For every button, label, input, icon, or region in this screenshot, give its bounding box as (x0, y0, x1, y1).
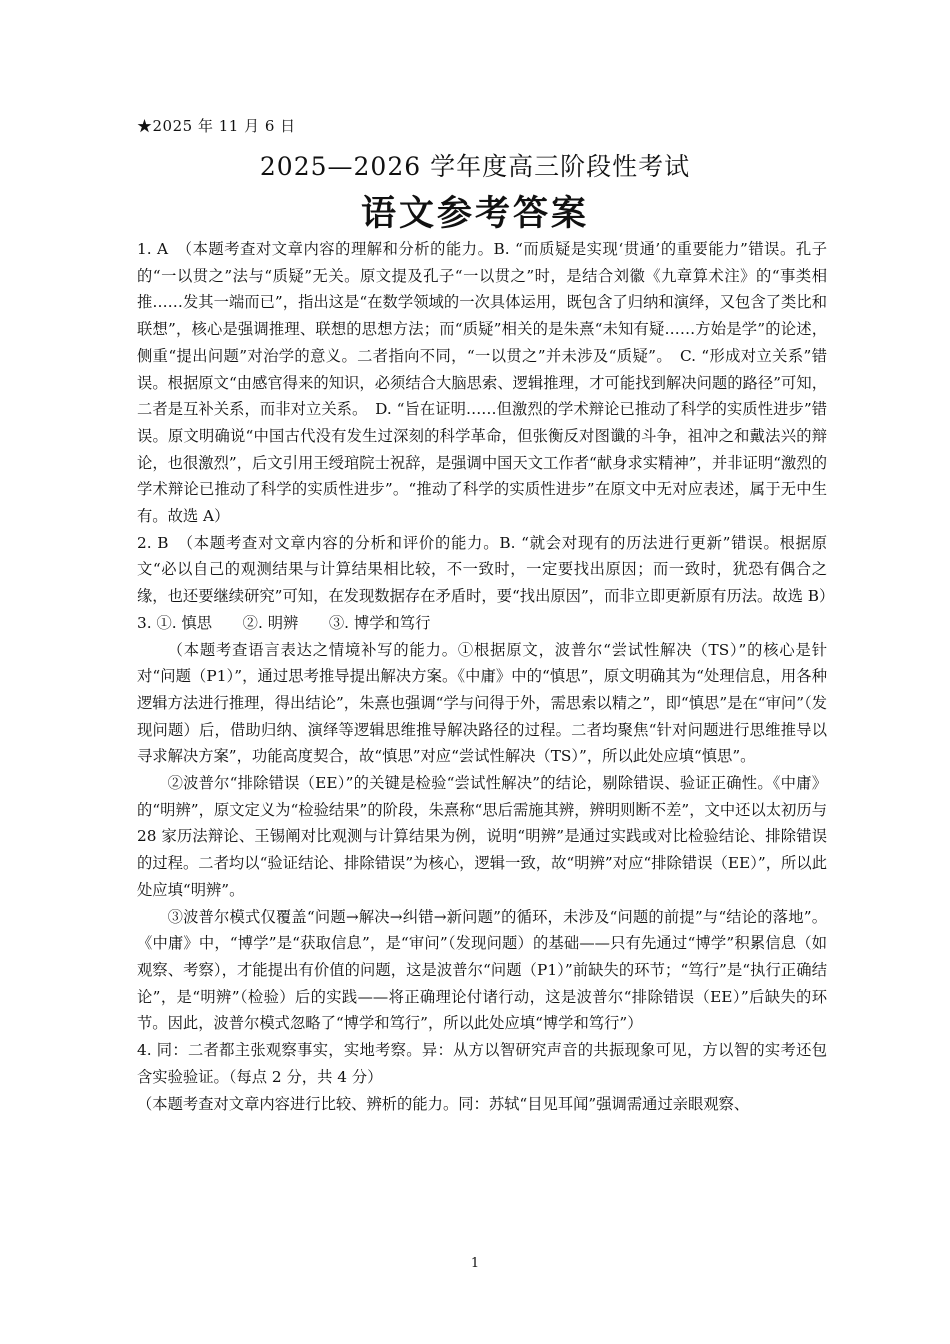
page-number: 1 (470, 1256, 480, 1271)
answer-q3-explanation-3: ③波普尔模式仅覆盖“问题→解决→纠错→新问题”的循环，未涉及“问题的前提”与“结论的落地”。《中庸》中，“博学”是“获取信息”，是“审问”（发现问题）的基础——只有先通过“博学”积累信息（如观察、考察），才能提出有价值的问题，这是波普尔“问题（P1）”前缺失的环节；“笃行”是“执行正确结论”，是“明辨”（检验）后的实践——将正确理论付诸行动，这是波普尔“排除错误（EE）”后缺失的环节。因此，波普尔模式忽略了“博学和笃行”，所以此处应填“博学和笃行”） (137, 907, 827, 1033)
answer-body (137, 236, 835, 1117)
document-title: 语文参考答案 (360, 193, 589, 234)
answer-q2: 2. B （本题考查对文章内容的分析和评价的能力。B. “就会对现有的历法进行更新”错误。根据原文“必以自己的观测结果与计算结果相比较，不一致时，一定要找出原因；而一致时，犹恐有偶合之缘，也还要继续研究”可知，在发现数据存在矛盾时，要“找出原因”，而非立即更新原有历法。故选 B） (137, 533, 835, 606)
answer-q4: 4. 同：二者都主张观察事实，实地考察。异：从方以智研究声音的共振现象可见，方以智的实考还包含实验验证。（每点 2 分，共 4 分） (137, 1041, 827, 1086)
answer-q3-heading: 3. ①. 慎思 ②. 明辨 ③. 博学和笃行 (137, 613, 431, 632)
answer-q1: 1. A （本题考查对文章内容的理解和分析的能力。B. “而质疑是实现‘贯通’的重要能力”错误。孔子的“一以贯之”法与“质疑”无关。原文提及孔子“一以贯之”时，是结合刘徽《九章算术注》的“事类相推……发其一端而已”，指出这是“在数学领域的一次具体运用，既包含了归纳和演绎，又包含了类比和联想”，核心是强调推理、联想的思想方法；而“质疑”相关的是朱熹“未知有疑……方始是学”的论述，侧重“提出问题”对治学的意义。二者指向不同，“一以贯之”并未涉及“质疑”。 C. “形成对立关系”错误。根据原文“由感官得来的知识，必须结合大脑思索、逻辑推理，才可能找到解决问题的路径”可知，二者是互补关系，而非对立关系。 D. “旨在证明……但激烈的学术辩论已推动了科学的实质性进步”错误。原文明确说“中国古代没有发生过深刻的科学革命，但张衡反对图谶的斗争，祖冲之和戴法兴的辩论，也很激烈”，后文引用王绶琯院士祝辞，是强调中国天文工作者“献身求实精神”，并非证明“激烈的学术辩论已推动了科学的实质性进步”。“推动了科学的实质性进步”在原文中无对应表述，属于无中生有。故选 A） (137, 240, 827, 526)
answer-q4-explanation: （本题考查对文章内容进行比较、辨析的能力。同：苏轼“目见耳闻”强调需通过亲眼观察、 (137, 1094, 750, 1113)
date-line: ★2025 年 11 月 6 日 (137, 117, 296, 135)
exam-title: 2025—2026 学年度高三阶段性考试 (259, 152, 691, 181)
answer-q3-explanation-2: ②波普尔“排除错误（EE）”的关键是检验“尝试性解决”的结论，剔除错误、验证正确性。《中庸》的“明辨”，原文定义为“检验结果”的阶段，朱熹称“思后需施其辨，辨明则断不差”，文中还以太初历与 28 家历法辩论、王锡阐对比观测与计算结果为例，说明“明辨”是通过实践或对比检验结论、排除错误的过程。二者均以“验证结论、排除错误”为核心，逻辑一致，故“明辨”对应“排除错误（EE）”，所以此处应填“明辨”。 (137, 774, 827, 899)
answer-q3-explanation-1: （本题考查语言表达之情境补写的能力。①根据原文，波普尔“尝试性解决（TS）”的核心是针对“问题（P1）”，通过思考推导提出解决方案。《中庸》中的“慎思”，原文明确其为“处理信息，用各种逻辑方法进行推理，得出结论”，朱熹也强调“学与问得于外，需思索以精之”，即“慎思”是在“审问”（发现问题）后，借助归纳、演绎等逻辑思维推导解决路径的过程。二者均聚焦“针对问题进行思维推导以寻求解决方案”，功能高度契合，故“慎思”对应“尝试性解决（TS）”，所以此处应填“慎思”。 (137, 640, 827, 766)
